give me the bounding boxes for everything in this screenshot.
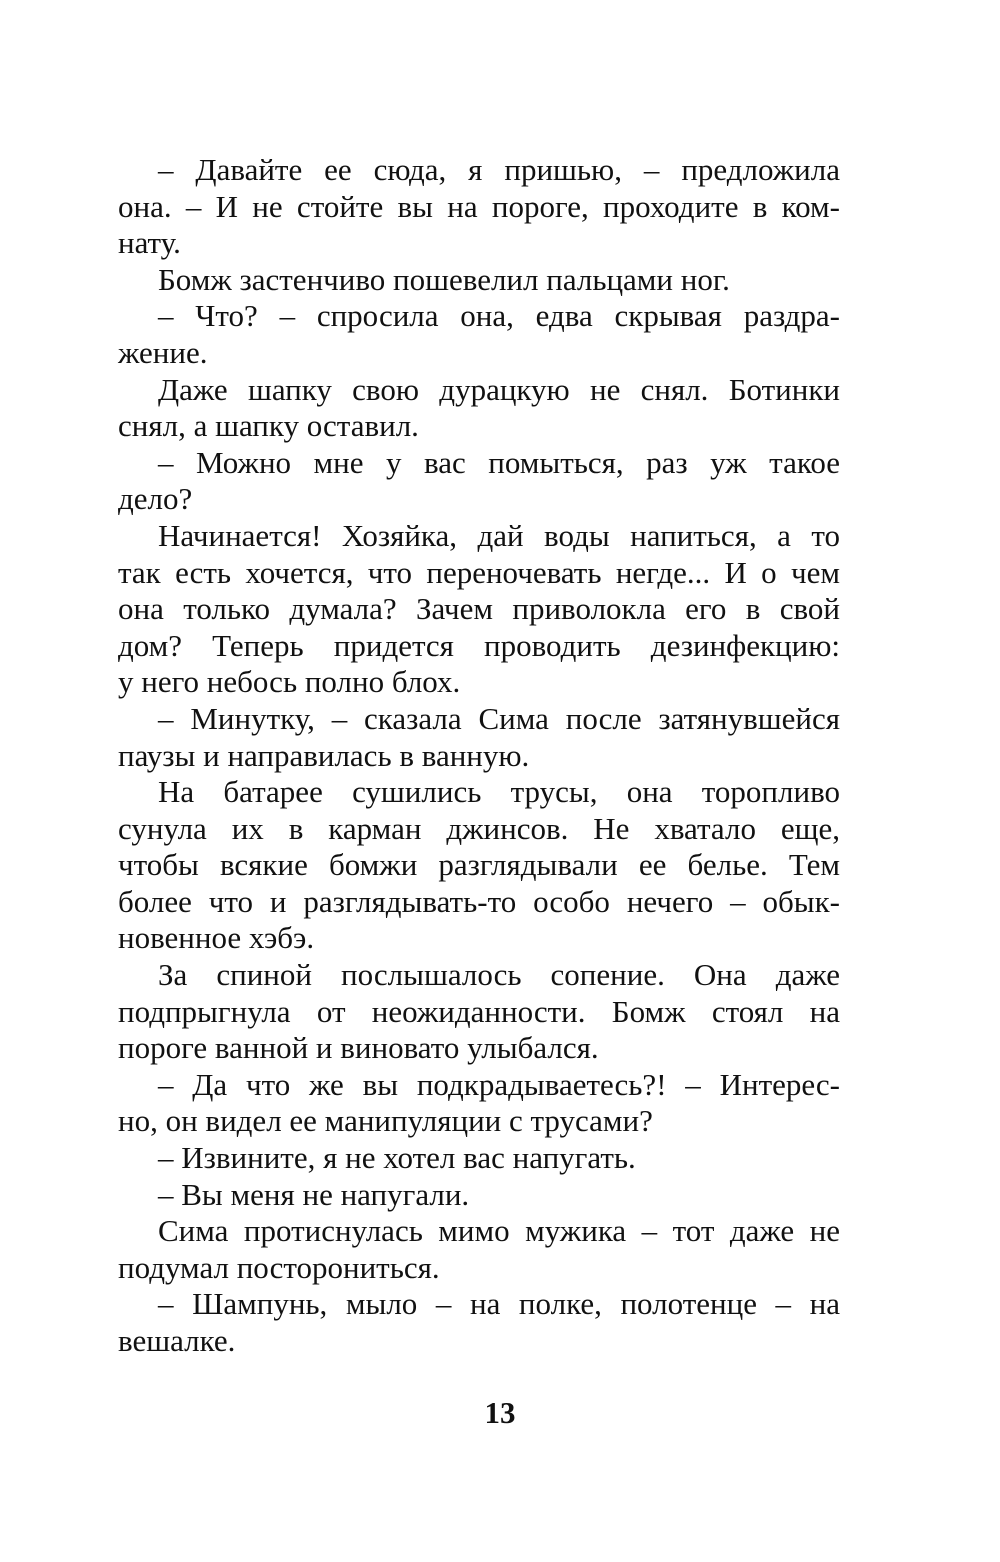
text-line: она. – И не стойте вы на пороге, проходите в ком- bbox=[118, 188, 840, 224]
text-line: дом? Теперь придется проводить дезинфекцию: bbox=[118, 627, 840, 663]
paragraph bbox=[118, 774, 840, 957]
text-line: новенное хэбэ. bbox=[118, 920, 315, 956]
text-line: жение. bbox=[118, 334, 208, 370]
text-line: – Да что же вы подкрадываетесь?! – Интерес- bbox=[158, 1066, 840, 1102]
paragraph bbox=[118, 1177, 840, 1214]
text-line: подумал посторониться. bbox=[118, 1249, 440, 1285]
text-line: Бомж застенчиво пошевелил пальцами ног. bbox=[158, 261, 730, 297]
text-line: Сима протиснулась мимо мужика – тот даже не bbox=[158, 1213, 840, 1249]
page-number: 13 bbox=[484, 1395, 516, 1430]
text-line: более что и разглядывать-то особо нечего – обык- bbox=[118, 883, 840, 919]
text-line: За спиной послышалось сопение. Она даже bbox=[158, 957, 840, 993]
body-text bbox=[118, 152, 840, 1360]
text-line: снял, а шапку оставил. bbox=[118, 408, 419, 444]
paragraph bbox=[118, 701, 840, 774]
text-line: так есть хочется, что переночевать негде... И о чем bbox=[118, 554, 840, 590]
text-line: Начинается! Хозяйка, дай воды напиться, а то bbox=[158, 517, 840, 553]
text-line: но, он видел ее манипуляции с трусами? bbox=[118, 1103, 653, 1139]
text-line: – Вы меня не напугали. bbox=[158, 1176, 470, 1212]
paragraph bbox=[118, 445, 840, 518]
paragraph bbox=[118, 1140, 840, 1177]
text-line: она только думала? Зачем приволокла его в свой bbox=[118, 591, 840, 627]
paragraph bbox=[118, 262, 840, 299]
text-line: паузы и направилась в ванную. bbox=[118, 737, 530, 773]
text-line: чтобы всякие бомжи разглядывали ее белье. Тем bbox=[118, 847, 840, 883]
text-line: вешалке. bbox=[118, 1323, 236, 1358]
paragraph bbox=[118, 1286, 840, 1359]
text-line: – Что? – спросила она, едва скрывая раздра- bbox=[158, 298, 840, 334]
text-line: нату. bbox=[118, 225, 181, 261]
text-line: подпрыгнула от неожиданности. Бомж стоял на bbox=[118, 993, 840, 1029]
text-line: На батарее сушились трусы, она торопливо bbox=[158, 774, 840, 810]
text-line: дело? bbox=[118, 481, 193, 517]
paragraph bbox=[118, 152, 840, 262]
text-line: – Можно мне у вас помыться, раз уж такое bbox=[158, 444, 840, 480]
text-line: у него небось полно блох. bbox=[118, 664, 461, 700]
text-line: пороге ванной и виновато улыбался. bbox=[118, 1030, 599, 1066]
text-line: – Шампунь, мыло – на полке, полотенце – на bbox=[158, 1286, 840, 1322]
text-line: – Извините, я не хотел вас напугать. bbox=[158, 1140, 636, 1176]
paragraph bbox=[118, 518, 840, 701]
paragraph bbox=[118, 372, 840, 445]
paragraph bbox=[118, 298, 840, 371]
text-line: – Давайте ее сюда, я пришью, – предложила bbox=[158, 152, 840, 187]
text-line: сунула их в карман джинсов. Не хватало еще, bbox=[118, 810, 840, 846]
paragraph bbox=[118, 957, 840, 1067]
text-line: – Минутку, – сказала Сима после затянувшейся bbox=[158, 700, 840, 736]
paragraph bbox=[118, 1213, 840, 1286]
paragraph bbox=[118, 1067, 840, 1140]
text-line: Даже шапку свою дурацкую не снял. Ботинки bbox=[158, 371, 840, 407]
